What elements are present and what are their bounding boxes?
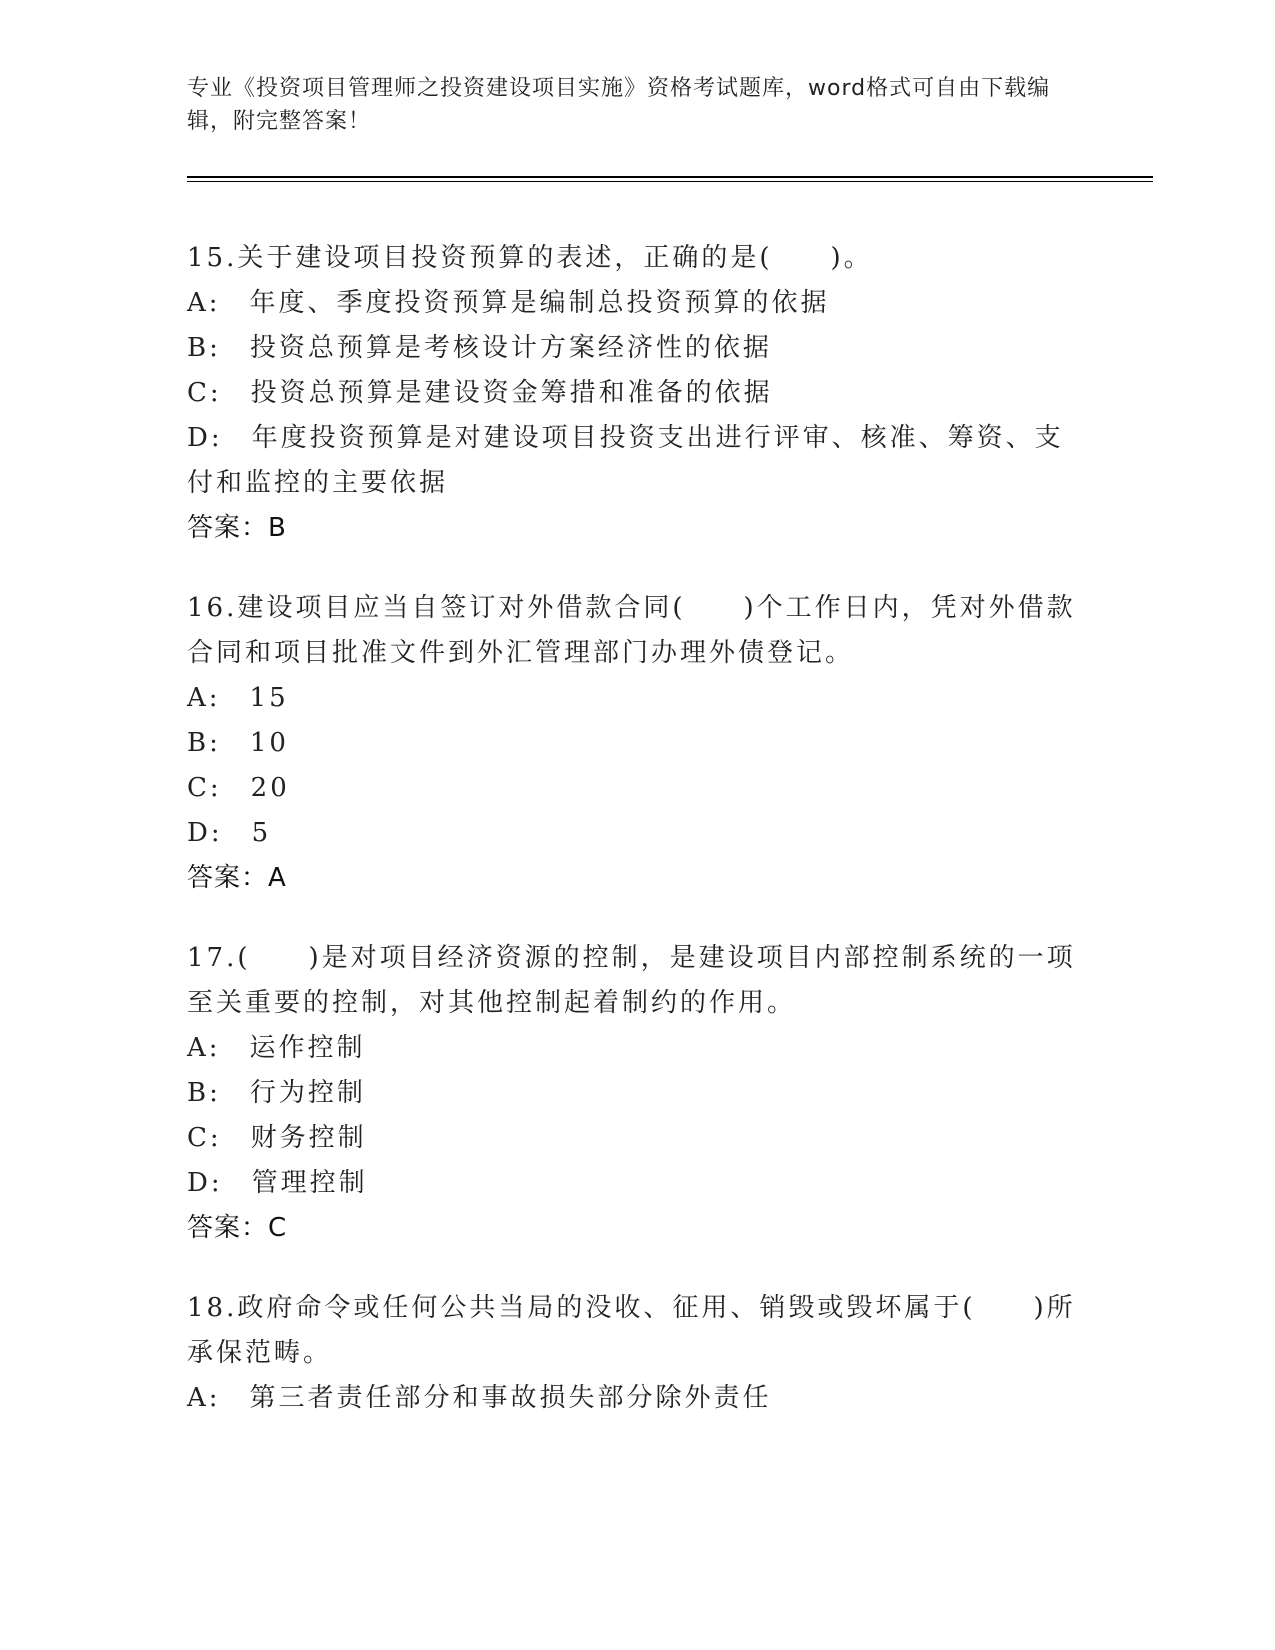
question-16 xyxy=(187,586,1087,901)
option-c: C: 财务控制 xyxy=(187,1123,367,1153)
question-15 xyxy=(187,236,1087,551)
question-stem: 17.( )是对项目经济资源的控制，是建设项目内部控制系统的一项至关重要的控制，对其他控制起着制约的作用。 xyxy=(187,943,1076,1018)
question-17 xyxy=(187,936,1087,1251)
answer-label: 答案：C xyxy=(187,1213,288,1243)
option-d: D: 5 xyxy=(187,818,272,848)
option-c: C: 20 xyxy=(187,773,290,803)
option-b: B: 10 xyxy=(187,728,289,758)
option-a: A: 运作控制 xyxy=(187,1033,366,1063)
header-divider-thin xyxy=(187,181,1153,182)
option-d: D: 年度投资预算是对建设项目投资支出进行评审、核准、筹资、支付和监控的主要依据 xyxy=(187,423,1064,498)
header-divider-thick xyxy=(187,176,1153,178)
option-d: D: 管理控制 xyxy=(187,1168,368,1198)
question-18 xyxy=(187,1286,1087,1421)
question-stem: 15.关于建设项目投资预算的表述，正确的是( )。 xyxy=(187,243,873,273)
option-c: C: 投资总预算是建设资金筹措和准备的依据 xyxy=(187,378,773,408)
answer-label: 答案：B xyxy=(187,513,287,543)
question-stem: 16.建设项目应当自签订对外借款合同( )个工作日内，凭对外借款合同和项目批准文件到外汇管理部门办理外债登记。 xyxy=(187,593,1076,668)
option-a: A: 第三者责任部分和事故损失部分除外责任 xyxy=(187,1383,772,1413)
answer-label: 答案：A xyxy=(187,863,287,893)
question-stem: 18.政府命令或任何公共当局的没收、征用、销毁或毁坏属于( )所承保范畴。 xyxy=(187,1293,1076,1368)
question-list xyxy=(187,236,1087,1456)
option-b: B: 投资总预算是考核设计方案经济性的依据 xyxy=(187,333,772,363)
option-b: B: 行为控制 xyxy=(187,1078,366,1108)
document-header: 专业《投资项目管理师之投资建设项目实施》资格考试题库，word格式可自由下载编辑，附完整答案！ xyxy=(187,76,1051,134)
option-a: A: 15 xyxy=(187,683,289,713)
option-a: A: 年度、季度投资预算是编制总投资预算的依据 xyxy=(187,288,830,318)
